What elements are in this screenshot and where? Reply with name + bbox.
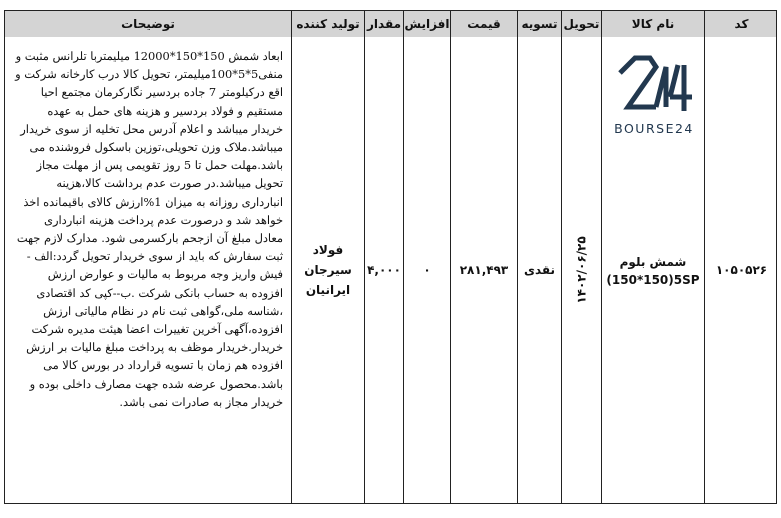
producer-text: فولاد سیرجان ایرانیان [304,243,352,297]
table-header-row [5,11,776,38]
logo-wordmark: BOURSE24 [614,121,694,136]
product-name [602,253,704,289]
increase-value: ۰ [423,263,431,277]
increase-cell [403,37,450,503]
quantity-value: ۴,۰۰۰ [367,263,401,277]
quantity-cell [364,37,403,503]
header-producer: تولید کننده [291,11,364,37]
bourse24-logo-icon [610,49,698,139]
commodity-offer-table [4,10,777,504]
settlement-cell [517,37,561,503]
header-price: قیمت [450,11,517,37]
delivery-cell [561,37,601,503]
product-name-line1: شمش بلوم [619,255,687,269]
description-cell [5,37,291,503]
producer-cell [291,37,364,503]
header-description: توضیحات [121,17,175,31]
product-name-line2: (150*150)5SP [606,273,700,287]
header-settlement: تسویه [517,11,561,37]
price-cell [450,37,517,503]
header-increase: افزایش [403,11,450,37]
code-value: ۱۰۵۰۵۲۶ [715,263,768,277]
header-quantity: مقدار [364,11,403,37]
table-row [5,37,776,503]
delivery-date: ۱۴۰۲/۰۶/۲۵ [574,236,589,304]
settlement-value: نقدی [523,263,556,277]
header-product-name: نام کالا [601,11,704,37]
header-delivery: تحویل [561,11,601,37]
price-value: ۲۸۱,۴۹۳ [459,263,509,277]
description-text: ابعاد شمش 150*150*12000 میلیمتربا تلرانس مثبت و منفی5*5*100میلیمتر، تحویل کالا درب کارخانه شرکت و اقع درکیلومتر 7 جاده بردسیر نگارکرمان مجتمع احیا مستقیم و فولاد بردسیر و هزینه های حمل به عهده خریدار میباشد و اعلام آدرس محل تخلیه از سوی خریدار میباشد.ملاک وزن تحویلی،توزین باسکول فروشنده می باشد.مهلت حمل تا 5 روز تقویمی پس از مهلت مجاز تحویل میباشد.در صورت عدم برداشت کالا،هزینه انبارداری روزانه به میزان 1%ارزش کالای باقیمانده اخذ خواهد شد و درصورت عدم پرداخت هزینه انبارداری معادل مبلغ آن ازجحم بارکسرمی شود. مدارک لازم جهت ثبت سفارش که باید از سوی خریدار تحویل گردد:الف - فیش واریز وجه مربوط به مالیات و عوارض ارزش افزوده به حساب بانکی شرکت .ب--کپی کد اقتصادی ،شناسه ملی،گواهی ثبت نام در نظام مالیاتی ارزش افزوده،آگهی آخرین تغییرات اعضا هیئت مدیره شرکت خریدار.خریدار موظف به پرداخت مبلغ مالیات بر ارزش افزوده هم زمان با تسویه قرارداد در بورس کالا می باشد.محصول عرضه شده جهت مصارف داخلی بوده و خریدار مجاز به صادرات نمی باشد. [15,49,283,409]
header-code: کد [704,11,778,37]
code-cell [704,37,778,503]
product-name-cell [601,37,704,503]
